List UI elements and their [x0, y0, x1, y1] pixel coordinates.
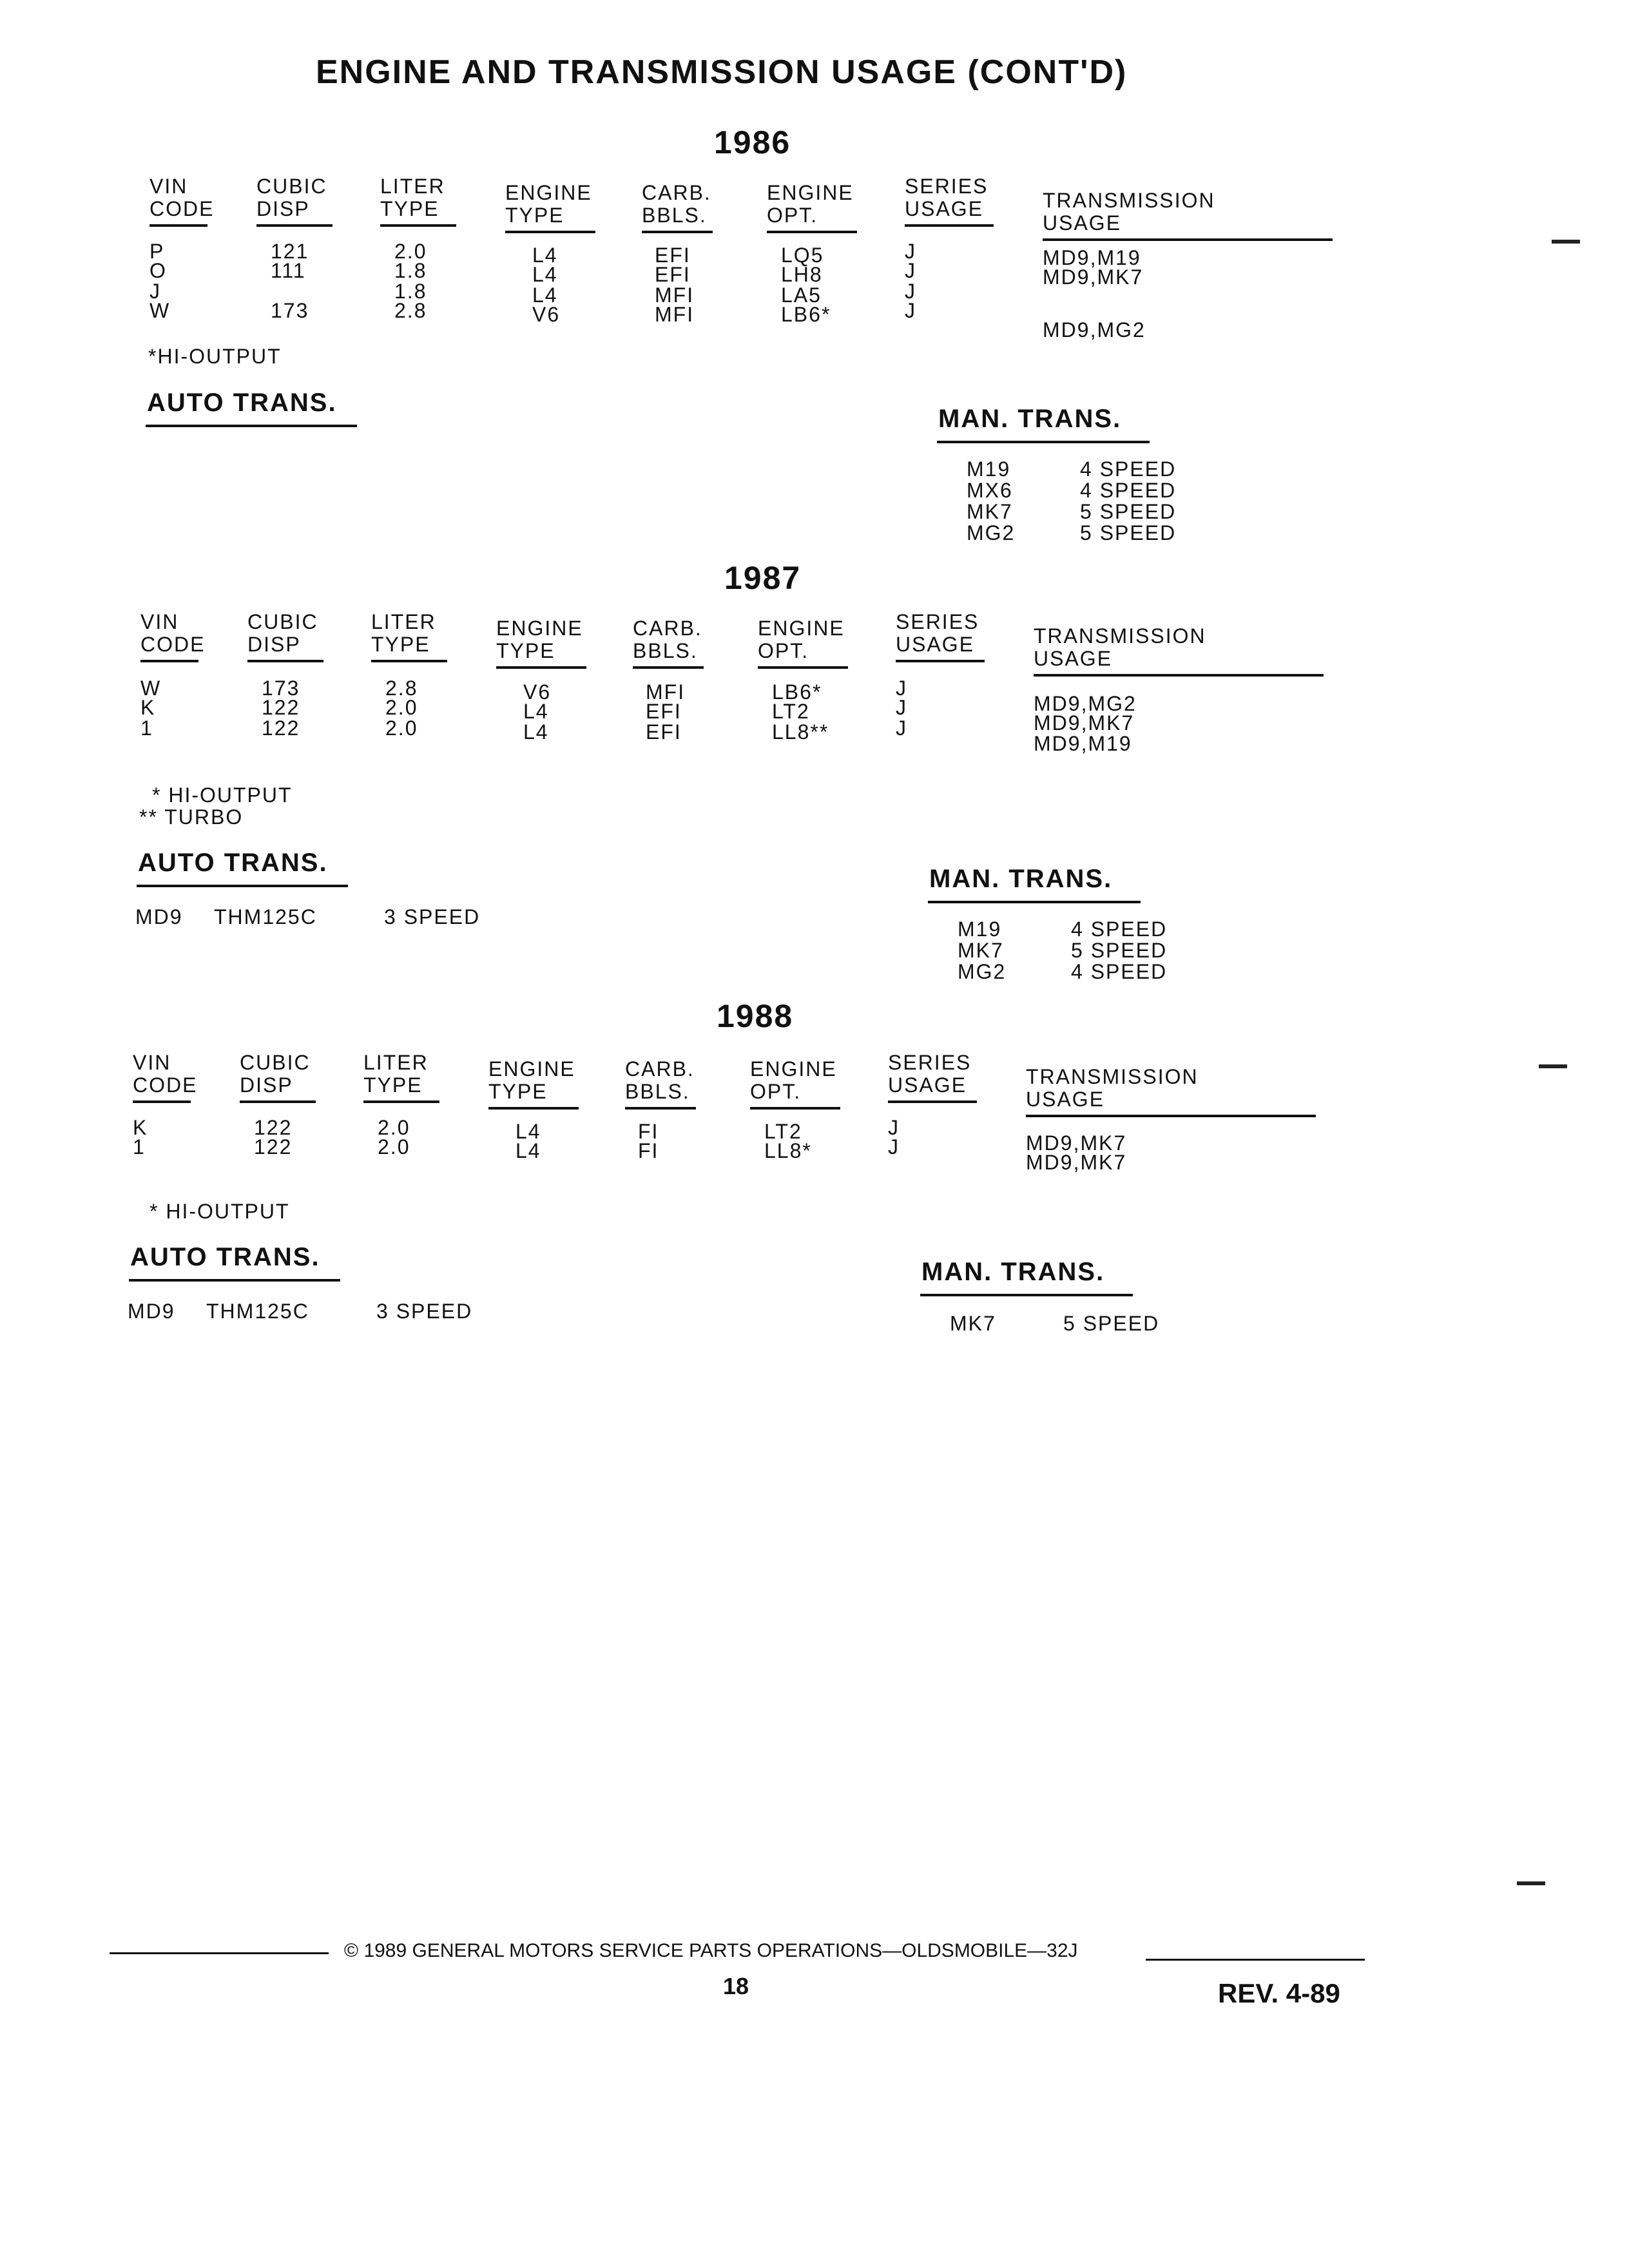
table-cell-cubic-disp: 122 — [262, 716, 300, 740]
man-trans-code: M19 — [958, 918, 1002, 941]
table-cell-engine-type: L4 — [516, 1139, 541, 1162]
column-header-line: ENGINE — [496, 617, 583, 640]
column-header-series-usage — [888, 1052, 971, 1097]
note-hi-output-1987: * HI-OUTPUT — [152, 783, 293, 807]
man-trans-speed: 5 SPEED — [1080, 500, 1177, 523]
table-cell-liter-type: 2.0 — [378, 1116, 410, 1139]
column-header-line: CARB. — [625, 1057, 695, 1081]
auto-trans-code-1988: MD9 — [128, 1300, 175, 1323]
column-header-underline — [363, 1100, 439, 1103]
man-trans-speed: 4 SPEED — [1071, 960, 1168, 983]
column-header-line: TRANSMISSION — [1043, 189, 1215, 212]
man-trans-speed: 5 SPEED — [1063, 1312, 1160, 1335]
column-header-line: CARB. — [633, 617, 702, 640]
man-trans-heading-1986: MAN. TRANS. — [938, 405, 1122, 433]
column-header-line: SERIES — [888, 1051, 972, 1074]
table-cell-transmission-usage: MD9,M19 — [1034, 732, 1132, 755]
table-cell-cubic-disp: 173 — [271, 299, 309, 322]
table-cell-carb-bbls: MFI — [646, 680, 686, 704]
table-cell-engine-opt: LQ5 — [781, 244, 824, 267]
table-cell-vin-code: J — [149, 280, 161, 303]
column-header-line: BBLS. — [642, 204, 707, 227]
table-cell-carb-bbls: FI — [638, 1120, 659, 1143]
column-header-line: OPT. — [750, 1080, 802, 1103]
table-cell-liter-type: 2.0 — [394, 240, 427, 263]
auto-trans-heading-1986: AUTO TRANS. — [147, 389, 337, 417]
column-header-line: BBLS. — [633, 639, 698, 662]
column-header-line: OPT. — [767, 204, 818, 227]
man-trans-speed: 5 SPEED — [1080, 521, 1177, 544]
table-cell-series-usage: J — [905, 259, 916, 282]
man-trans-speed: 4 SPEED — [1080, 457, 1177, 481]
column-header-underline — [1043, 238, 1333, 241]
column-header-underline — [750, 1107, 840, 1110]
column-header-carb-bbls — [633, 617, 702, 662]
auto-trans-underline — [137, 885, 348, 887]
man-trans-speed: 4 SPEED — [1071, 918, 1168, 941]
man-trans-code: M19 — [967, 457, 1011, 481]
year-heading-1988: 1988 — [717, 998, 794, 1034]
year-heading-1987: 1987 — [724, 560, 802, 596]
column-header-line: USAGE — [905, 197, 984, 220]
table-cell-series-usage: J — [905, 280, 916, 303]
man-trans-underline — [937, 441, 1150, 443]
column-header-underline — [247, 660, 323, 662]
margin-mark — [1552, 240, 1580, 244]
column-header-line: CUBIC — [247, 610, 318, 633]
column-header-carb-bbls — [625, 1058, 695, 1103]
table-cell-engine-type: L4 — [523, 720, 549, 744]
column-header-underline — [380, 224, 456, 227]
auto-trans-heading-1988: AUTO TRANS. — [130, 1243, 320, 1271]
column-header-underline — [488, 1107, 579, 1110]
table-cell-liter-type: 2.0 — [385, 716, 418, 740]
table-cell-vin-code: 1 — [140, 716, 153, 740]
table-cell-series-usage: J — [905, 240, 916, 263]
table-cell-liter-type: 2.0 — [385, 696, 418, 719]
column-header-line: TYPE — [363, 1073, 423, 1097]
column-header-line: TYPE — [488, 1080, 548, 1103]
column-header-line: USAGE — [1034, 647, 1113, 670]
man-trans-code: MG2 — [958, 960, 1007, 983]
table-cell-vin-code: K — [140, 696, 156, 719]
table-cell-engine-opt: LT2 — [764, 1120, 802, 1143]
table-cell-vin-code: O — [149, 259, 167, 282]
table-cell-cubic-disp: 121 — [271, 240, 309, 263]
column-header-underline — [625, 1107, 696, 1110]
column-header-transmission-usage — [1043, 189, 1215, 235]
table-cell-engine-type: V6 — [523, 680, 552, 704]
table-cell-vin-code: W — [149, 299, 171, 322]
column-header-line: ENGINE — [758, 617, 845, 640]
column-header-underline — [767, 231, 857, 233]
table-cell-carb-bbls: FI — [638, 1139, 659, 1162]
table-cell-engine-opt: LB6* — [772, 680, 822, 704]
column-header-engine-opt — [767, 182, 854, 227]
table-cell-engine-type: L4 — [532, 244, 558, 267]
column-header-line: USAGE — [896, 633, 975, 656]
column-header-underline — [505, 231, 595, 233]
auto-trans-model-1988: THM125C — [206, 1300, 309, 1323]
column-header-vin-code — [140, 611, 205, 656]
column-header-cubic-disp — [247, 611, 318, 656]
man-trans-code: MK7 — [967, 500, 1013, 523]
column-header-line: CUBIC — [240, 1051, 311, 1074]
table-cell-liter-type: 2.8 — [385, 677, 418, 700]
column-header-underline — [633, 666, 704, 669]
column-header-underline — [1026, 1115, 1316, 1117]
column-header-line: CODE — [133, 1073, 198, 1097]
column-header-series-usage — [905, 175, 988, 220]
column-header-cubic-disp — [240, 1052, 311, 1097]
table-cell-liter-type: 2.0 — [378, 1135, 410, 1158]
column-header-line: VIN — [140, 610, 179, 633]
table-cell-carb-bbls: EFI — [655, 244, 691, 267]
column-header-liter-type — [363, 1052, 429, 1097]
column-header-engine-opt — [750, 1058, 837, 1103]
column-header-line: TRANSMISSION — [1026, 1065, 1199, 1088]
auto-trans-model-1987: THM125C — [214, 905, 317, 928]
table-cell-carb-bbls: EFI — [655, 263, 691, 286]
column-header-underline — [149, 224, 207, 227]
column-header-underline — [496, 666, 586, 669]
column-header-line: BBLS. — [625, 1080, 690, 1103]
column-header-underline — [140, 660, 198, 662]
column-header-cubic-disp — [256, 175, 327, 220]
man-trans-code: MK7 — [950, 1312, 996, 1335]
column-header-line: OPT. — [758, 639, 809, 662]
column-header-underline — [256, 224, 333, 227]
auto-trans-code-1987: MD9 — [135, 905, 183, 928]
table-cell-transmission-usage: MD9,M19 — [1043, 246, 1141, 269]
column-header-transmission-usage — [1026, 1066, 1199, 1111]
column-header-line: ENGINE — [505, 181, 592, 204]
column-header-liter-type — [371, 611, 436, 656]
column-header-liter-type — [380, 175, 445, 220]
column-header-line: CUBIC — [256, 175, 327, 198]
footer-rule-left — [110, 1952, 329, 1954]
column-header-line: USAGE — [888, 1073, 967, 1097]
note-hi-output-1988: * HI-OUTPUT — [149, 1200, 290, 1223]
page-number: 18 — [723, 1973, 749, 1999]
column-header-engine-opt — [758, 617, 845, 662]
table-cell-engine-type: L4 — [532, 284, 558, 307]
auto-trans-underline — [146, 425, 357, 427]
column-header-line: TRANSMISSION — [1034, 624, 1206, 648]
column-header-underline — [371, 660, 447, 662]
auto-trans-speed-1987: 3 SPEED — [384, 905, 481, 928]
table-cell-transmission-usage: MD9,MK7 — [1034, 711, 1135, 735]
column-header-line: CODE — [149, 197, 215, 220]
table-cell-cubic-disp: 111 — [271, 259, 306, 282]
table-cell-engine-type: L4 — [532, 263, 558, 286]
table-cell-liter-type: 2.8 — [394, 299, 427, 322]
table-cell-cubic-disp: 122 — [254, 1116, 293, 1139]
column-header-engine-type — [488, 1058, 575, 1103]
table-cell-liter-type: 1.8 — [394, 259, 427, 282]
column-header-line: LITER — [380, 175, 445, 198]
column-header-carb-bbls — [642, 182, 711, 227]
column-header-vin-code — [133, 1052, 197, 1097]
column-header-vin-code — [149, 175, 214, 220]
margin-mark — [1539, 1064, 1567, 1068]
table-cell-series-usage: J — [888, 1116, 900, 1139]
column-header-line: LITER — [371, 610, 436, 633]
column-header-line: ENGINE — [767, 181, 854, 204]
table-cell-cubic-disp: 173 — [262, 677, 300, 700]
revision-label: REV. 4-89 — [1218, 1978, 1340, 2008]
note-turbo-1987: ** TURBO — [139, 805, 244, 829]
column-header-underline — [1034, 674, 1324, 677]
column-header-line: DISP — [256, 197, 310, 220]
table-cell-engine-type: L4 — [516, 1120, 541, 1143]
page-title: ENGINE AND TRANSMISSION USAGE (CONT'D) — [316, 53, 1128, 91]
column-header-line: CODE — [140, 633, 206, 656]
column-header-series-usage — [896, 611, 979, 656]
table-cell-vin-code: P — [149, 240, 165, 263]
table-cell-transmission-usage: MD9,MK7 — [1043, 265, 1144, 289]
column-header-underline — [642, 231, 713, 233]
column-header-underline — [905, 224, 994, 227]
man-trans-code: MG2 — [967, 521, 1016, 544]
man-trans-speed: 4 SPEED — [1080, 479, 1177, 502]
table-cell-engine-opt: LH8 — [781, 263, 823, 286]
column-header-line: VIN — [149, 175, 188, 198]
footer-rule-right — [1146, 1959, 1365, 1961]
column-header-line: USAGE — [1043, 211, 1122, 235]
margin-mark — [1517, 1881, 1545, 1885]
column-header-line: CARB. — [642, 181, 711, 204]
column-header-line: DISP — [247, 633, 301, 656]
note-hi-output-1986: *HI-OUTPUT — [148, 345, 282, 368]
man-trans-heading-1987: MAN. TRANS. — [929, 865, 1113, 893]
table-cell-vin-code: K — [133, 1116, 148, 1139]
column-header-transmission-usage — [1034, 625, 1206, 670]
table-cell-transmission-usage: MD9,MK7 — [1026, 1151, 1127, 1174]
table-cell-vin-code: W — [140, 677, 162, 700]
column-header-line: ENGINE — [750, 1057, 837, 1081]
column-header-engine-type — [496, 617, 583, 662]
table-cell-engine-opt: LT2 — [772, 700, 810, 723]
table-cell-series-usage: J — [896, 716, 907, 740]
year-heading-1986: 1986 — [714, 124, 791, 160]
column-header-line: SERIES — [896, 610, 979, 633]
table-cell-transmission-usage: MD9,MK7 — [1026, 1131, 1127, 1155]
table-cell-series-usage: J — [896, 677, 907, 700]
column-header-line: SERIES — [905, 175, 988, 198]
man-trans-underline — [928, 901, 1141, 903]
table-cell-engine-type: V6 — [532, 303, 561, 326]
table-cell-engine-type: L4 — [523, 700, 549, 723]
column-header-line: LITER — [363, 1051, 429, 1074]
column-header-line: TYPE — [505, 204, 564, 227]
man-trans-underline — [920, 1294, 1133, 1296]
table-cell-cubic-disp: 122 — [262, 696, 300, 719]
column-header-line: ENGINE — [488, 1057, 575, 1081]
man-trans-code: MX6 — [967, 479, 1013, 502]
column-header-underline — [896, 660, 985, 662]
table-cell-series-usage: J — [905, 299, 916, 322]
man-trans-heading-1988: MAN. TRANS. — [921, 1258, 1105, 1286]
man-trans-code: MK7 — [958, 939, 1004, 962]
table-cell-engine-opt: LL8** — [772, 720, 829, 744]
table-cell-carb-bbls: MFI — [655, 303, 695, 326]
table-cell-cubic-disp: 122 — [254, 1135, 293, 1158]
table-cell-liter-type: 1.8 — [394, 280, 427, 303]
auto-trans-speed-1988: 3 SPEED — [376, 1300, 473, 1323]
man-trans-speed: 5 SPEED — [1071, 939, 1168, 962]
auto-trans-underline — [129, 1279, 340, 1282]
table-cell-engine-opt: LA5 — [781, 284, 822, 307]
table-cell-transmission-usage: MD9,MG2 — [1034, 692, 1137, 715]
column-header-engine-type — [505, 182, 592, 227]
copyright-line: © 1989 GENERAL MOTORS SERVICE PARTS OPERATIONS—OLDSMOBILE—32J — [344, 1940, 1078, 1961]
table-cell-series-usage: J — [888, 1135, 900, 1158]
column-header-underline — [240, 1100, 316, 1103]
table-cell-transmission-usage: MD9,MG2 — [1043, 318, 1146, 341]
column-header-underline — [758, 666, 848, 669]
column-header-line: VIN — [133, 1051, 171, 1074]
table-cell-engine-opt: LB6* — [781, 303, 831, 326]
auto-trans-heading-1987: AUTO TRANS. — [138, 849, 328, 877]
table-cell-carb-bbls: EFI — [646, 720, 682, 744]
table-cell-carb-bbls: MFI — [655, 284, 695, 307]
column-header-line: TYPE — [496, 639, 555, 662]
column-header-line: TYPE — [380, 197, 439, 220]
column-header-line: DISP — [240, 1073, 293, 1097]
column-header-underline — [888, 1100, 977, 1103]
column-header-underline — [133, 1100, 191, 1103]
table-cell-engine-opt: LL8* — [764, 1139, 812, 1162]
table-cell-carb-bbls: EFI — [646, 700, 682, 723]
table-cell-series-usage: J — [896, 696, 907, 719]
column-header-line: USAGE — [1026, 1088, 1105, 1111]
table-cell-vin-code: 1 — [133, 1135, 146, 1158]
column-header-line: TYPE — [371, 633, 430, 656]
